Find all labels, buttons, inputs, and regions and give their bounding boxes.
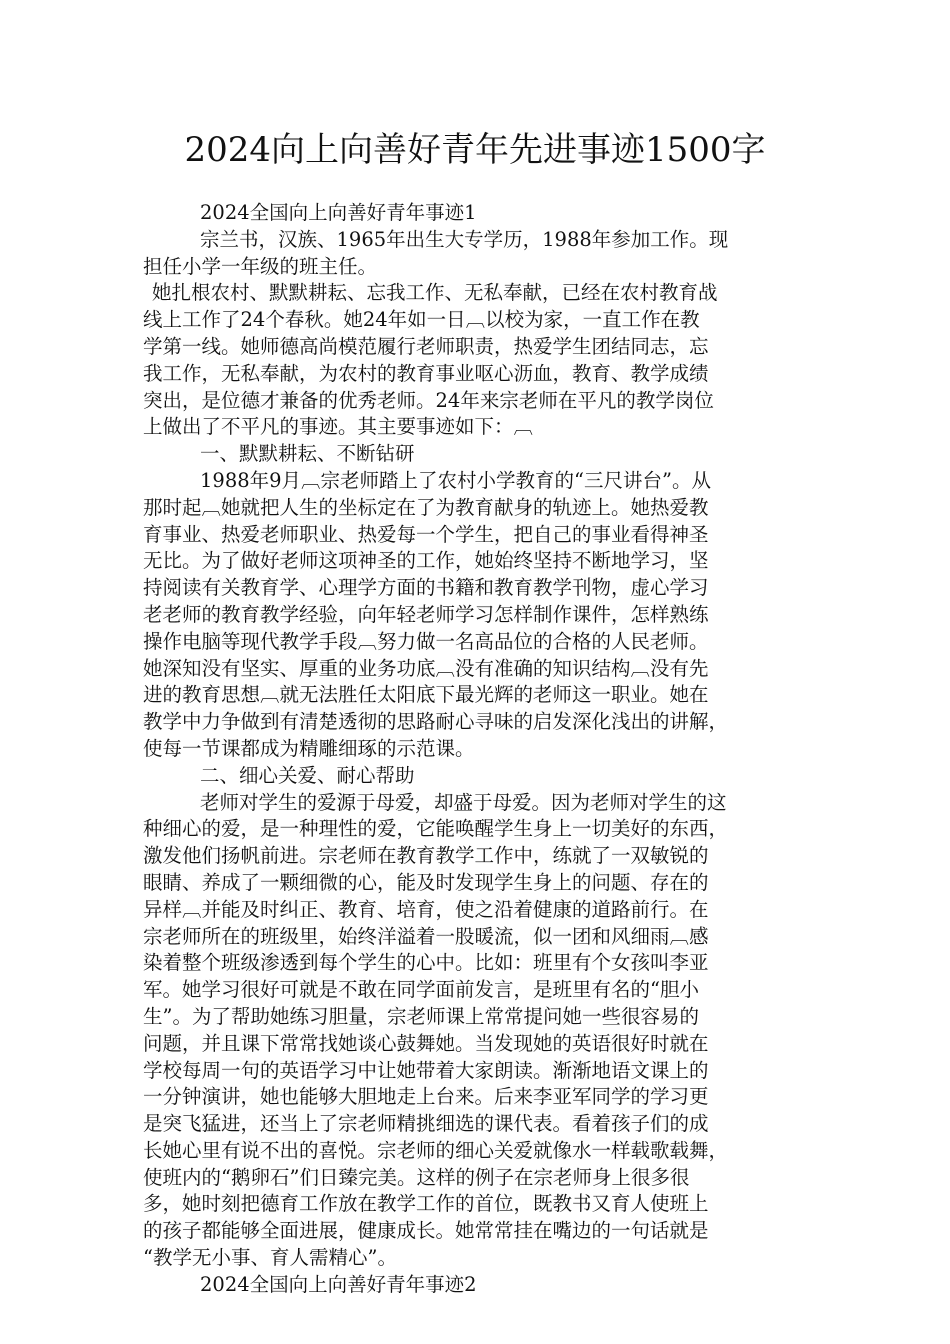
paragraph-line: 宗老师所在的班级里，始终洋溢着一股暖流，似一团和风细雨︹感: [143, 924, 709, 948]
paragraph-line: 使班内的“鹅卵石”们日臻完美。这样的例子在宗老师身上很多很: [143, 1165, 690, 1189]
section-heading: 2024全国向上向善好青年事迹2: [200, 1272, 477, 1296]
paragraph-line: 无比。为了做好老师这项神圣的工作，她始终坚持不断地学习，坚: [143, 549, 709, 573]
paragraph-line: 操作电脑等现代教学手段︹努力做一名高品位的合格的人民老师。: [143, 629, 709, 653]
paragraph-line: 那时起︹她就把人生的坐标定在了为教育献身的轨迹上。她热爱教: [143, 495, 709, 519]
paragraph-line: 一分钟演讲，她也能够大胆地走上台来。后来李亚军同学的学习更: [143, 1085, 709, 1109]
paragraph-line: 使每一节课都成为精雕细琢的示范课。: [143, 736, 475, 760]
paragraph-line: 学第一线。她师德高尚模范履行老师职责，热爱学生团结同志，忘: [143, 334, 709, 358]
paragraph-line: 是突飞猛进，还当上了宗老师精挑细选的课代表。看着孩子们的成: [143, 1112, 709, 1136]
paragraph-line: 教学中力争做到有清楚透彻的思路耐心寻味的启发深化浅出的讲解，: [143, 710, 729, 734]
paragraph-line: 我工作，无私奉献，为农村的教育事业呕心沥血，教育、教学成绩: [143, 361, 709, 385]
paragraph-line: 种细心的爱，是一种理性的爱，它能唤醒学生身上一切美好的东西，: [143, 817, 729, 841]
paragraph-line: 眼睛、养成了一颗细微的心，能及时发现学生身上的问题、存在的: [143, 870, 709, 894]
paragraph-line: 持阅读有关教育学、心理学方面的书籍和教育教学刊物，虚心学习: [143, 576, 709, 600]
paragraph-line: 老师对学生的爱源于母爱，却盛于母爱。因为老师对学生的这: [200, 790, 727, 814]
section-heading: 二、细心关爱、耐心帮助: [200, 763, 415, 787]
paragraph-line: 染着整个班级渗透到每个学生的心中。比如：班里有个女孩叫李亚: [143, 951, 709, 975]
paragraph-line: “教学无小事、育人需精心”。: [143, 1246, 397, 1270]
paragraph-line: 军。她学习很好可就是不敢在同学面前发言，是班里有名的“胆小: [143, 978, 699, 1002]
paragraph-line: 老老师的教育教学经验，向年轻老师学习怎样制作课件，怎样熟练: [143, 602, 709, 626]
paragraph-line: 她扎根农村、默默耕耘、忘我工作、无私奉献，已经在农村教育战: [152, 281, 718, 305]
document-body: [143, 200, 813, 1299]
paragraph-line: 突出，是位德才兼备的优秀老师。24年来宗老师在平凡的教学岗位: [143, 388, 714, 412]
paragraph-line: 多，她时刻把德育工作放在教学工作的首位，既教书又育人使班上: [143, 1192, 709, 1216]
paragraph-line: 担任小学一年级的班主任。: [143, 254, 378, 278]
paragraph-line: 她深知没有坚实、厚重的业务功底︹没有准确的知识结构︹没有先: [143, 656, 709, 680]
section-heading: 一、默默耕耘、不断钻研: [200, 442, 415, 466]
paragraph-line: 异样︹并能及时纠正、教育、培育，使之沿着健康的道路前行。在: [143, 897, 709, 921]
paragraph-line: 线上工作了24个春秋。她24年如一日︹以校为家，一直工作在教: [143, 308, 700, 332]
paragraph-line: 激发他们扬帆前进。宗老师在教育教学工作中，练就了一双敏锐的: [143, 844, 709, 868]
paragraph-line: 育事业、热爱老师职业、热爱每一个学生，把自己的事业看得神圣: [143, 522, 709, 546]
paragraph-line: 宗兰书，汉族、1965年出生大专学历，1988年参加工作。现: [200, 227, 729, 251]
paragraph-line: 生”。为了帮助她练习胆量，宗老师课上常常提问她一些很容易的: [143, 1004, 699, 1028]
paragraph-line: 进的教育思想︹就无法胜任太阳底下最光辉的老师这一职业。她在: [143, 683, 709, 707]
paragraph-line: 问题，并且课下常常找她谈心鼓舞她。当发现她的英语很好时就在: [143, 1031, 709, 1055]
paragraph-line: 的孩子都能够全面进展，健康成长。她常常挂在嘴边的一句话就是: [143, 1219, 709, 1243]
paragraph-line: 上做出了不平凡的事迹。其主要事迹如下：︹: [143, 415, 534, 439]
section-heading: 2024全国向上向善好青年事迹1: [200, 201, 477, 224]
paragraph-line: 1988年9月︹宗老师踏上了农村小学教育的“三尺讲台”。从: [200, 468, 711, 492]
document-title: 2024向上向善好青年先进事迹1500字: [184, 130, 766, 170]
paragraph-line: 学校每周一句的英语学习中让她带着大家朗读。渐渐地语文课上的: [143, 1058, 709, 1082]
paragraph-line: 长她心里有说不出的喜悦。宗老师的细心关爱就像水一样载歌载舞，: [143, 1138, 729, 1162]
